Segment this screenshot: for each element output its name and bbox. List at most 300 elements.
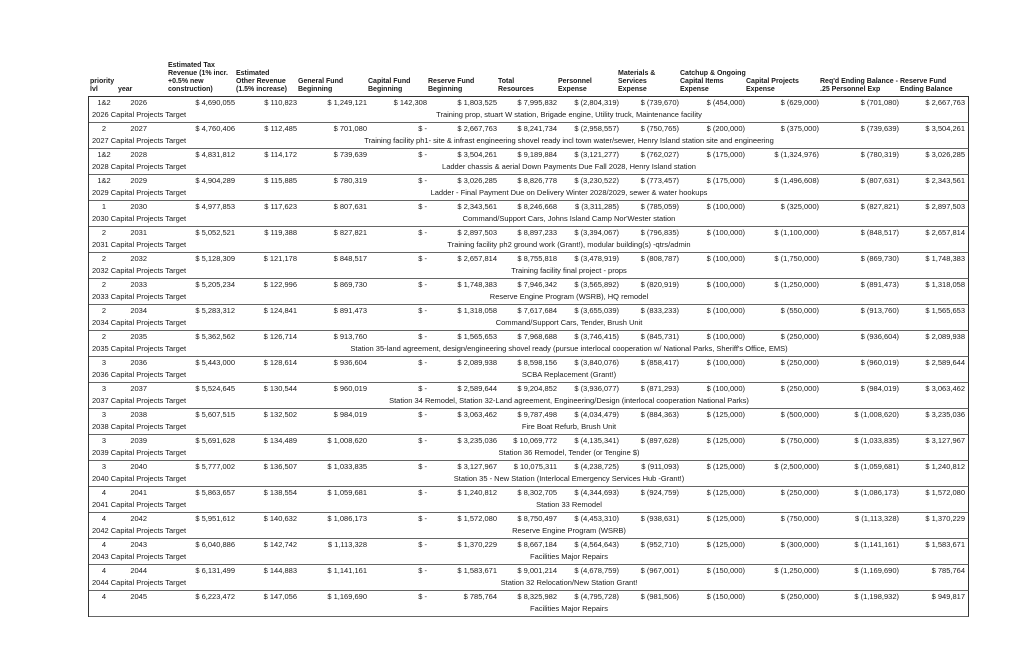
cell-materials: $ (796,835) bbox=[640, 228, 679, 237]
row-target-label: 2042 Capital Projects Target bbox=[92, 526, 187, 535]
cell-cap-fund: $ - bbox=[418, 150, 427, 159]
cell-reserve-end: $ 949,817 bbox=[931, 592, 965, 601]
cell-est-other: $ 147,056 bbox=[263, 592, 297, 601]
cell-cap-proj: $ (2,500,000) bbox=[774, 462, 819, 471]
cell-priority: 4 bbox=[101, 488, 107, 497]
cell-priority: 2 bbox=[101, 280, 107, 289]
cell-materials: $ (762,027) bbox=[640, 150, 679, 159]
cell-total: $ 8,750,497 bbox=[517, 514, 557, 523]
cell-cap-proj: $ (1,496,608) bbox=[774, 176, 819, 185]
cell-materials: $ (820,919) bbox=[640, 280, 679, 289]
cell-gen-fund: $ 1,113,328 bbox=[327, 540, 367, 549]
cell-cap-proj: $ (500,000) bbox=[780, 410, 819, 419]
cell-materials: $ (785,059) bbox=[640, 202, 679, 211]
cell-catchup: $ (100,000) bbox=[706, 358, 745, 367]
cell-personnel: $ (2,804,319) bbox=[574, 98, 619, 107]
cell-cap-fund: $ - bbox=[418, 176, 427, 185]
cell-res-fund: $ 1,370,229 bbox=[457, 540, 497, 549]
cell-est-other: $ 124,841 bbox=[263, 306, 297, 315]
cell-personnel: $ (3,230,522) bbox=[574, 176, 619, 185]
cell-cap-proj: $ (1,324,976) bbox=[774, 150, 819, 159]
table-row bbox=[89, 97, 969, 123]
cell-reserve-end: $ 1,583,671 bbox=[925, 540, 965, 549]
cell-cap-proj: $ (750,000) bbox=[780, 436, 819, 445]
cell-reqd-ending: $ (827,821) bbox=[860, 202, 899, 211]
cell-year: 2041 bbox=[130, 488, 147, 497]
cell-gen-fund: $ 1,033,835 bbox=[327, 462, 367, 471]
cell-est-tax: $ 4,690,055 bbox=[195, 98, 235, 107]
cell-year: 2032 bbox=[130, 254, 147, 263]
cell-reqd-ending: $ (807,631) bbox=[860, 176, 899, 185]
cell-gen-fund: $ 780,319 bbox=[333, 176, 367, 185]
cell-cap-proj: $ (250,000) bbox=[780, 332, 819, 341]
cell-materials: $ (884,363) bbox=[640, 410, 679, 419]
table-row bbox=[89, 383, 969, 409]
cell-year: 2035 bbox=[130, 332, 147, 341]
row-target-label: 2040 Capital Projects Target bbox=[92, 474, 187, 483]
cell-est-tax: $ 4,831,812 bbox=[195, 150, 235, 159]
row-project-description: Command/Support Cars, Johns Island Camp Nor'Wester station bbox=[462, 214, 676, 223]
cell-catchup: $ (150,000) bbox=[706, 592, 745, 601]
cell-reserve-end: $ 1,572,080 bbox=[925, 488, 965, 497]
cell-year: 2030 bbox=[130, 202, 147, 211]
table-row bbox=[89, 435, 969, 461]
cell-est-other: $ 114,172 bbox=[264, 150, 297, 159]
cell-est-other: $ 122,996 bbox=[263, 280, 297, 289]
cell-reqd-ending: $ (701,080) bbox=[860, 98, 899, 107]
cell-est-other: $ 110,823 bbox=[264, 98, 297, 107]
cell-catchup: $ (150,000) bbox=[706, 566, 745, 575]
cell-priority: 1&2 bbox=[97, 98, 111, 107]
row-project-description: Ladder - Final Payment Due on Delivery Winter 2028/2029, sewer & water hookups bbox=[430, 188, 708, 197]
cell-year: 2039 bbox=[130, 436, 147, 445]
cell-reserve-end: $ 1,318,058 bbox=[925, 280, 965, 289]
row-target-label: 2033 Capital Projects Target bbox=[92, 292, 187, 301]
cell-priority: 4 bbox=[101, 514, 107, 523]
cell-reqd-ending: $ (1,169,690) bbox=[854, 566, 899, 575]
cell-cap-fund: $ - bbox=[418, 306, 427, 315]
row-target-label: 2034 Capital Projects Target bbox=[92, 318, 187, 327]
cell-personnel: $ (3,746,415) bbox=[574, 332, 619, 341]
cell-materials: $ (773,457) bbox=[640, 176, 679, 185]
cell-est-tax: $ 5,777,002 bbox=[195, 462, 235, 471]
cell-reserve-end: $ 3,504,261 bbox=[925, 124, 965, 133]
cell-res-fund: $ 1,240,812 bbox=[457, 488, 497, 497]
cell-year: 2037 bbox=[130, 384, 147, 393]
cell-cap-fund: $ - bbox=[418, 540, 427, 549]
header-personnel: Personnel Expense bbox=[558, 78, 592, 93]
cell-reserve-end: $ 2,897,503 bbox=[925, 202, 965, 211]
row-target-label: 2035 Capital Projects Target bbox=[92, 344, 187, 353]
row-project-description: Station 32 Relocation/New Station Grant! bbox=[500, 578, 638, 587]
cell-total: $ 8,325,982 bbox=[517, 592, 557, 601]
cell-year: 2027 bbox=[130, 124, 147, 133]
cell-materials: $ (739,670) bbox=[640, 98, 679, 107]
cell-priority: 4 bbox=[101, 592, 107, 601]
cell-res-fund: $ 1,565,653 bbox=[457, 332, 497, 341]
cell-personnel: $ (4,795,728) bbox=[574, 592, 619, 601]
cell-cap-proj: $ (250,000) bbox=[780, 358, 819, 367]
cell-catchup: $ (125,000) bbox=[706, 410, 745, 419]
cell-gen-fund: $ 891,473 bbox=[333, 306, 367, 315]
cell-total: $ 8,241,734 bbox=[517, 124, 557, 133]
cell-reqd-ending: $ (780,319) bbox=[860, 150, 899, 159]
cell-reserve-end: $ 2,589,644 bbox=[925, 358, 965, 367]
cell-est-other: $ 140,632 bbox=[263, 514, 297, 523]
cell-reserve-end: $ 2,089,938 bbox=[925, 332, 965, 341]
cell-total: $ 9,787,498 bbox=[517, 410, 557, 419]
cell-cap-fund: $ - bbox=[418, 228, 427, 237]
row-target-label: 2027 Capital Projects Target bbox=[92, 136, 187, 145]
table-row bbox=[89, 201, 969, 227]
cell-gen-fund: $ 869,730 bbox=[333, 280, 367, 289]
cell-reserve-end: $ 2,667,763 bbox=[925, 98, 965, 107]
cell-gen-fund: $ 827,821 bbox=[333, 228, 367, 237]
cell-cap-fund: $ - bbox=[418, 410, 427, 419]
cell-personnel: $ (3,936,077) bbox=[574, 384, 619, 393]
cell-est-tax: $ 6,223,472 bbox=[195, 592, 235, 601]
table-row bbox=[89, 461, 969, 487]
cell-cap-proj: $ (300,000) bbox=[780, 540, 819, 549]
cell-total: $ 8,826,778 bbox=[517, 176, 557, 185]
cell-est-tax: $ 5,863,657 bbox=[195, 488, 235, 497]
row-target-label: 2029 Capital Projects Target bbox=[92, 188, 187, 197]
cell-est-other: $ 132,502 bbox=[263, 410, 297, 419]
table-row bbox=[89, 539, 969, 565]
cell-materials: $ (924,759) bbox=[640, 488, 679, 497]
cell-est-other: $ 119,388 bbox=[264, 228, 297, 237]
cell-priority: 2 bbox=[101, 306, 107, 315]
cell-personnel: $ (3,565,892) bbox=[574, 280, 619, 289]
cell-est-other: $ 112,485 bbox=[264, 124, 297, 133]
cell-est-tax: $ 4,760,406 bbox=[195, 124, 235, 133]
cell-personnel: $ (4,564,643) bbox=[574, 540, 619, 549]
cell-total: $ 9,189,884 bbox=[517, 150, 557, 159]
cell-priority: 3 bbox=[101, 384, 107, 393]
cell-gen-fund: $ 807,631 bbox=[333, 202, 367, 211]
cell-cap-fund: $ - bbox=[418, 358, 427, 367]
cell-total: $ 8,302,705 bbox=[517, 488, 557, 497]
row-project-description: Fire Boat Refurb, Brush Unit bbox=[521, 422, 617, 431]
table-row bbox=[89, 409, 969, 435]
cell-priority: 4 bbox=[101, 540, 107, 549]
cell-reserve-end: $ 1,370,229 bbox=[925, 514, 965, 523]
cell-materials: $ (833,233) bbox=[640, 306, 679, 315]
cell-year: 2045 bbox=[130, 592, 147, 601]
row-project-description: Ladder chassis & aerial Down Payments Due Fall 2028, Henry Island station bbox=[442, 162, 696, 171]
cell-est-tax: $ 4,904,289 bbox=[195, 176, 235, 185]
cell-total: $ 7,946,342 bbox=[517, 280, 557, 289]
cell-reqd-ending: $ (1,059,681) bbox=[854, 462, 899, 471]
table-header bbox=[88, 48, 968, 96]
cell-res-fund: $ 2,343,561 bbox=[457, 202, 497, 211]
cell-catchup: $ (125,000) bbox=[706, 514, 745, 523]
cell-est-other: $ 130,544 bbox=[263, 384, 297, 393]
cell-priority: 1&2 bbox=[97, 176, 111, 185]
row-project-description: Reserve Engine Program (WSRB) bbox=[512, 526, 626, 535]
cell-cap-proj: $ (750,000) bbox=[780, 514, 819, 523]
row-project-description: Station 33 Remodel bbox=[536, 500, 602, 509]
cell-gen-fund: $ 1,086,173 bbox=[327, 514, 367, 523]
cell-catchup: $ (100,000) bbox=[706, 306, 745, 315]
cell-est-tax: $ 5,607,515 bbox=[195, 410, 235, 419]
cell-est-tax: $ 5,951,612 bbox=[195, 514, 235, 523]
cell-est-other: $ 136,507 bbox=[263, 462, 297, 471]
cell-materials: $ (871,293) bbox=[640, 384, 679, 393]
table-row bbox=[89, 357, 969, 383]
cell-reserve-end: $ 3,026,285 bbox=[925, 150, 965, 159]
cell-materials: $ (845,731) bbox=[640, 332, 679, 341]
cell-gen-fund: $ 848,517 bbox=[333, 254, 367, 263]
cell-reqd-ending: $ (739,639) bbox=[860, 124, 899, 133]
cell-res-fund: $ 1,748,383 bbox=[457, 280, 497, 289]
cell-materials: $ (952,710) bbox=[640, 540, 679, 549]
cell-cap-proj: $ (250,000) bbox=[780, 384, 819, 393]
header-est-tax: Estimated Tax Revenue (1% incr. +0.5% new construction) bbox=[168, 62, 228, 93]
cell-est-other: $ 121,178 bbox=[263, 254, 297, 263]
cell-reserve-end: $ 1,748,383 bbox=[925, 254, 965, 263]
row-target-label: 2028 Capital Projects Target bbox=[92, 162, 187, 171]
cell-total: $ 7,995,832 bbox=[517, 98, 557, 107]
cell-reqd-ending: $ (1,033,835) bbox=[854, 436, 899, 445]
row-project-description: SCBA Replacement (Grant!) bbox=[521, 370, 617, 379]
cell-materials: $ (897,628) bbox=[640, 436, 679, 445]
cell-priority: 3 bbox=[101, 358, 107, 367]
cell-materials: $ (750,765) bbox=[640, 124, 679, 133]
cell-materials: $ (858,417) bbox=[640, 358, 679, 367]
cell-reserve-end: $ 785,764 bbox=[931, 566, 965, 575]
row-target-label: 2038 Capital Projects Target bbox=[92, 422, 187, 431]
cell-personnel: $ (3,394,067) bbox=[574, 228, 619, 237]
cell-year: 2031 bbox=[130, 228, 147, 237]
row-project-description: Facilities Major Repairs bbox=[530, 604, 608, 613]
cell-gen-fund: $ 1,169,690 bbox=[327, 592, 367, 601]
cell-year: 2038 bbox=[130, 410, 147, 419]
cell-res-fund: $ 1,318,058 bbox=[457, 306, 497, 315]
cell-priority: 2 bbox=[101, 254, 107, 263]
cell-year: 2044 bbox=[130, 566, 147, 575]
cell-year: 2026 bbox=[130, 98, 147, 107]
cell-res-fund: $ 1,583,671 bbox=[457, 566, 497, 575]
row-target-label: 2032 Capital Projects Target bbox=[92, 266, 187, 275]
cell-cap-fund: $ - bbox=[418, 592, 427, 601]
cell-reserve-end: $ 1,565,653 bbox=[925, 306, 965, 315]
row-project-description: Training facility ph2 ground work (Grant!), modular building(s) -qtrs/admin bbox=[447, 240, 691, 249]
header-catchup: Catchup & Ongoing Capital Items Expense bbox=[680, 70, 746, 93]
cell-cap-proj: $ (250,000) bbox=[780, 592, 819, 601]
cell-cap-fund: $ - bbox=[418, 254, 427, 263]
cell-reqd-ending: $ (1,141,161) bbox=[854, 540, 899, 549]
cell-cap-proj: $ (1,100,000) bbox=[774, 228, 819, 237]
cell-est-tax: $ 6,131,499 bbox=[195, 566, 235, 575]
cell-year: 2028 bbox=[130, 150, 147, 159]
cell-personnel: $ (4,453,310) bbox=[574, 514, 619, 523]
cell-priority: 2 bbox=[101, 228, 107, 237]
cell-cap-fund: $ - bbox=[418, 566, 427, 575]
row-target-label: 2044 Capital Projects Target bbox=[92, 578, 187, 587]
cell-total: $ 8,246,668 bbox=[517, 202, 557, 211]
cell-est-tax: $ 5,443,000 bbox=[195, 358, 235, 367]
cell-materials: $ (911,093) bbox=[641, 462, 679, 471]
cell-gen-fund: $ 1,059,681 bbox=[327, 488, 367, 497]
cell-total: $ 8,598,156 bbox=[517, 358, 557, 367]
cell-res-fund: $ 2,657,814 bbox=[457, 254, 497, 263]
cell-cap-fund: $ - bbox=[418, 124, 427, 133]
cell-res-fund: $ 3,063,462 bbox=[457, 410, 497, 419]
cell-materials: $ (808,787) bbox=[640, 254, 679, 263]
cell-year: 2042 bbox=[130, 514, 147, 523]
cell-priority: 2 bbox=[101, 124, 107, 133]
cell-cap-fund: $ 142,308 bbox=[393, 98, 427, 107]
header-year: year bbox=[118, 86, 133, 93]
header-gen-fund: General Fund Beginning bbox=[298, 78, 344, 93]
cell-materials: $ (938,631) bbox=[640, 514, 679, 523]
cell-catchup: $ (100,000) bbox=[706, 384, 745, 393]
cell-cap-fund: $ - bbox=[418, 488, 427, 497]
cell-total: $ 10,069,772 bbox=[513, 436, 557, 445]
cell-cap-proj: $ (550,000) bbox=[780, 306, 819, 315]
row-project-description: Station 35 - New Station (Interlocal Emergency Services Hub -Grant!) bbox=[453, 474, 685, 483]
cell-priority: 3 bbox=[101, 462, 107, 471]
cell-res-fund: $ 3,127,967 bbox=[457, 462, 497, 471]
header-total: Total Resources bbox=[498, 78, 534, 93]
cell-gen-fund: $ 739,639 bbox=[333, 150, 367, 159]
cell-reqd-ending: $ (848,517) bbox=[860, 228, 899, 237]
cell-reqd-ending: $ (984,019) bbox=[860, 384, 899, 393]
header-cap-proj: Capital Projects Expense bbox=[746, 78, 799, 93]
row-target-label: 2036 Capital Projects Target bbox=[92, 370, 187, 379]
cell-total: $ 10,075,311 bbox=[513, 462, 557, 471]
cell-priority: 2 bbox=[101, 332, 107, 341]
cell-reserve-end: $ 3,063,462 bbox=[925, 384, 965, 393]
cell-gen-fund: $ 701,080 bbox=[333, 124, 367, 133]
cell-est-tax: $ 4,977,853 bbox=[195, 202, 235, 211]
cell-est-other: $ 134,489 bbox=[263, 436, 297, 445]
cell-est-other: $ 117,623 bbox=[264, 202, 297, 211]
cell-res-fund: $ 2,089,938 bbox=[457, 358, 497, 367]
cell-est-tax: $ 5,362,562 bbox=[195, 332, 235, 341]
header-materials: Materials & Services Expense bbox=[618, 70, 656, 93]
cell-catchup: $ (100,000) bbox=[706, 202, 745, 211]
cell-res-fund: $ 3,235,036 bbox=[457, 436, 497, 445]
table-row bbox=[89, 305, 969, 331]
cell-cap-proj: $ (250,000) bbox=[780, 488, 819, 497]
cell-total: $ 8,667,184 bbox=[517, 540, 557, 549]
cell-reqd-ending: $ (1,086,173) bbox=[854, 488, 899, 497]
cell-reqd-ending: $ (891,473) bbox=[860, 280, 899, 289]
cell-res-fund: $ 1,572,080 bbox=[457, 514, 497, 523]
cell-est-other: $ 142,742 bbox=[263, 540, 297, 549]
cell-catchup: $ (100,000) bbox=[706, 228, 745, 237]
cell-personnel: $ (3,311,285) bbox=[574, 202, 619, 211]
cell-gen-fund: $ 960,019 bbox=[333, 384, 367, 393]
cell-est-other: $ 128,614 bbox=[263, 358, 297, 367]
cell-est-tax: $ 5,691,628 bbox=[195, 436, 235, 445]
row-target-label: 2026 Capital Projects Target bbox=[92, 110, 187, 119]
table-row bbox=[89, 565, 969, 591]
cell-personnel: $ (3,121,277) bbox=[574, 150, 619, 159]
cell-gen-fund: $ 913,760 bbox=[333, 332, 367, 341]
capital-plan-sheet bbox=[88, 48, 968, 617]
row-project-description: Station 36 Remodel, Tender (or Tengine $) bbox=[498, 448, 640, 457]
cell-personnel: $ (3,655,039) bbox=[574, 306, 619, 315]
header-est-other: Estimated Other Revenue (1.5% increase) bbox=[236, 70, 287, 93]
cell-cap-fund: $ - bbox=[418, 514, 427, 523]
cell-personnel: $ (2,958,557) bbox=[574, 124, 619, 133]
cell-cap-proj: $ (1,250,000) bbox=[774, 280, 819, 289]
cell-est-other: $ 138,554 bbox=[263, 488, 297, 497]
header-res-fund: Reserve Fund Beginning bbox=[428, 78, 475, 93]
cell-res-fund: $ 2,667,763 bbox=[457, 124, 497, 133]
cell-reqd-ending: $ (869,730) bbox=[860, 254, 899, 263]
cell-res-fund: $ 3,026,285 bbox=[457, 176, 497, 185]
cell-cap-proj: $ (629,000) bbox=[780, 98, 819, 107]
cell-reqd-ending: $ (1,198,932) bbox=[854, 592, 899, 601]
cell-catchup: $ (200,000) bbox=[706, 124, 745, 133]
row-project-description: Training facility ph1- site & infrast engineering shovel ready incl town water/sewer, Henry Island station site and engineering bbox=[364, 136, 774, 145]
cell-catchup: $ (100,000) bbox=[706, 332, 745, 341]
cell-cap-proj: $ (325,000) bbox=[780, 202, 819, 211]
cell-total: $ 7,968,688 bbox=[517, 332, 557, 341]
cell-est-other: $ 115,885 bbox=[264, 176, 297, 185]
table-row bbox=[89, 279, 969, 305]
cell-year: 2029 bbox=[130, 176, 147, 185]
row-target-label: 2031 Capital Projects Target bbox=[92, 240, 187, 249]
cell-catchup: $ (100,000) bbox=[706, 280, 745, 289]
cell-personnel: $ (4,135,341) bbox=[574, 436, 619, 445]
cell-gen-fund: $ 936,604 bbox=[333, 358, 367, 367]
cell-est-tax: $ 5,205,234 bbox=[195, 280, 235, 289]
cell-cap-proj: $ (1,250,000) bbox=[774, 566, 819, 575]
table-row bbox=[89, 487, 969, 513]
cell-reqd-ending: $ (1,113,328) bbox=[854, 514, 899, 523]
cell-cap-proj: $ (1,750,000) bbox=[774, 254, 819, 263]
cell-gen-fund: $ 1,008,620 bbox=[327, 436, 367, 445]
cell-est-tax: $ 5,128,309 bbox=[195, 254, 235, 263]
cell-year: 2036 bbox=[130, 358, 147, 367]
cell-personnel: $ (4,678,759) bbox=[574, 566, 619, 575]
cell-year: 2033 bbox=[130, 280, 147, 289]
table-row bbox=[89, 253, 969, 279]
cell-cap-proj: $ (375,000) bbox=[780, 124, 819, 133]
row-target-label: 2039 Capital Projects Target bbox=[92, 448, 187, 457]
cell-catchup: $ (125,000) bbox=[706, 488, 745, 497]
cell-total: $ 9,204,852 bbox=[517, 384, 557, 393]
cell-gen-fund: $ 1,249,121 bbox=[327, 98, 367, 107]
row-project-description: Reserve Engine Program (WSRB), HQ remodel bbox=[489, 292, 649, 301]
cell-total: $ 9,001,214 bbox=[517, 566, 557, 575]
table-row bbox=[89, 227, 969, 253]
cell-priority: 3 bbox=[101, 410, 107, 419]
header-reqd-ending: Req'd Ending Balance - .25 Personnel Exp bbox=[820, 78, 898, 93]
cell-reserve-end: $ 1,240,812 bbox=[925, 462, 965, 471]
cell-est-other: $ 126,714 bbox=[263, 332, 297, 341]
header-cap-fund: Capital Fund Beginning bbox=[368, 78, 411, 93]
row-target-label: 2037 Capital Projects Target bbox=[92, 396, 187, 405]
cell-catchup: $ (454,000) bbox=[706, 98, 745, 107]
cell-priority: 4 bbox=[101, 566, 107, 575]
table-row bbox=[89, 331, 969, 357]
cell-priority: 1&2 bbox=[97, 150, 111, 159]
cell-total: $ 7,617,684 bbox=[517, 306, 557, 315]
cell-total: $ 8,755,818 bbox=[517, 254, 557, 263]
cell-est-tax: $ 5,052,521 bbox=[195, 228, 235, 237]
cell-priority: 3 bbox=[101, 436, 107, 445]
row-target-label: 2030 Capital Projects Target bbox=[92, 214, 187, 223]
cell-res-fund: $ 1,803,525 bbox=[457, 98, 497, 107]
cell-year: 2043 bbox=[130, 540, 147, 549]
row-project-description: Command/Support Cars, Tender, Brush Unit bbox=[495, 318, 643, 327]
